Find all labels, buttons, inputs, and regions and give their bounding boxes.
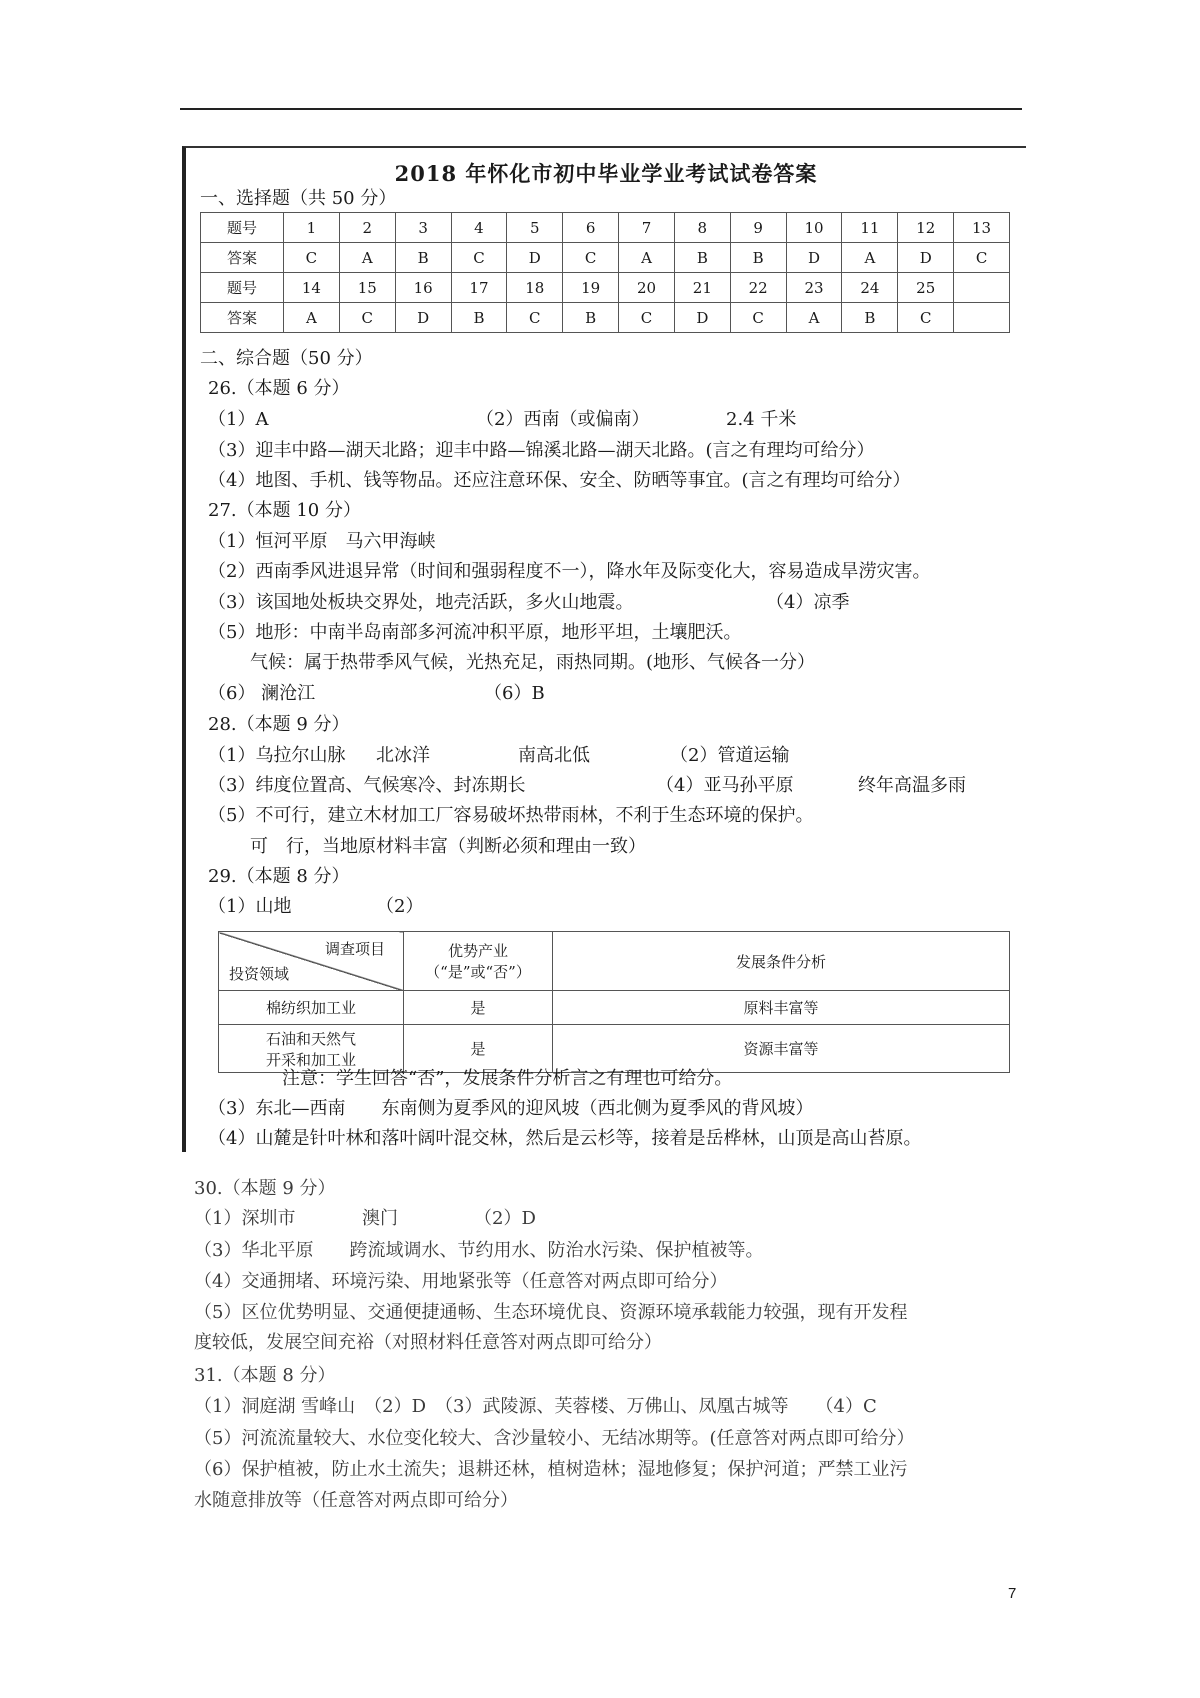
q30-answer-4: （4）交通拥堵、环境污染、用地紧张等（任意答对两点即可给分）: [194, 1271, 728, 1292]
answer-cell: D: [674, 303, 730, 333]
q29-note: 注意：学生回答“否”，发展条件分析言之有理也可给分。: [282, 1068, 733, 1089]
answer-table-row: [201, 303, 1010, 333]
answer-cell: B: [674, 243, 730, 273]
header-rule: [180, 108, 1022, 110]
row2-field: [219, 1025, 404, 1073]
q28-answer-4: （4）亚马孙平原: [656, 775, 794, 796]
q27-answer-5: （5）地形：中南半岛南部多河流冲积平原，地形平坦，土壤肥沃。: [208, 622, 742, 643]
answer-cell: C: [619, 303, 675, 333]
q31-answer-6: （6）保护植被，防止水土流失；退耕还林，植树造林；湿地修复；保护河道；严禁工业污: [194, 1459, 908, 1480]
q27-answer-3: （3）该国地处板块交界处，地壳活跃，多火山地震。: [208, 592, 634, 613]
answer-cell: D: [395, 303, 451, 333]
q27-answer-5-climate: 气候：属于热带季风气候，光热充足，雨热同期。(地形、气候各一分）: [250, 652, 816, 673]
q31-answer-6-cont: 水随意排放等（任意答对两点即可给分）: [194, 1490, 518, 1511]
answer-cell: A: [619, 243, 675, 273]
q30-answer-5-cont: 度较低，发展空间充裕（对照材料任意答对两点即可给分）: [194, 1332, 662, 1353]
answer-cell: 20: [619, 273, 675, 303]
answer-cell: [954, 303, 1010, 333]
answer-cell: 12: [898, 213, 954, 243]
answer-cell: D: [786, 243, 842, 273]
q28-answer-1-terrain: 南高北低: [518, 745, 590, 766]
q30-heading: 30.（本题 9 分）: [194, 1178, 336, 1199]
answer-cell: 7: [619, 213, 675, 243]
answer-cell: 13: [954, 213, 1010, 243]
q28-answer-4-climate: 终年高温多雨: [858, 775, 966, 796]
answer-cell: B: [842, 303, 898, 333]
answer-table-row: [201, 243, 1010, 273]
q29-heading: 29.（本题 8 分）: [208, 866, 350, 887]
q30-answer-2: （2）D: [474, 1208, 536, 1229]
q26-answer-1: （1）A: [208, 409, 269, 430]
answer-cell: 1: [284, 213, 340, 243]
answer-row-header: 答案: [201, 243, 284, 273]
q26-heading: 26.（本题 6 分）: [208, 378, 350, 399]
answer-section-box: [182, 146, 1026, 1152]
answer-cell: 22: [730, 273, 786, 303]
diag-header-bottom: 投资领域: [229, 965, 290, 983]
answer-cell: 19: [563, 273, 619, 303]
answer-cell: 18: [507, 273, 563, 303]
answer-cell: 4: [451, 213, 507, 243]
q28-answer-1-ocean: 北冰洋: [376, 745, 430, 766]
col-header-conditions: 发展条件分析: [553, 932, 1010, 991]
answer-cell: B: [451, 303, 507, 333]
investment-table: [218, 931, 1010, 1073]
answer-cell: C: [339, 303, 395, 333]
answer-cell: 14: [284, 273, 340, 303]
diagonal-header-cell: [219, 932, 404, 991]
answer-cell: C: [507, 303, 563, 333]
answer-cell: 10: [786, 213, 842, 243]
answer-cell: 2: [339, 213, 395, 243]
answer-cell: 5: [507, 213, 563, 243]
q28-heading: 28.（本题 9 分）: [208, 714, 350, 735]
q26-answer-4: （4）地图、手机、钱等物品。还应注意环保、安全、防晒等事宜。(言之有理均可给分）: [208, 470, 911, 491]
q27-answer-6: （6） 澜沧江: [208, 683, 316, 704]
q29-answer-2-label: （2）: [376, 896, 424, 917]
answer-cell: A: [284, 303, 340, 333]
q30-answer-1b: 澳门: [362, 1208, 398, 1229]
answer-cell: 9: [730, 213, 786, 243]
answer-cell: C: [284, 243, 340, 273]
answer-row-header: 题号: [201, 213, 284, 243]
q31-heading: 31.（本题 8 分）: [194, 1365, 336, 1386]
answer-cell: A: [842, 243, 898, 273]
answer-cell: [954, 273, 1010, 303]
row2-field-line2: 开采和加工业: [265, 1050, 356, 1069]
row2-advantage: 是: [404, 1025, 553, 1073]
answer-cell: 3: [395, 213, 451, 243]
answer-cell: 24: [842, 273, 898, 303]
diag-header-top: 调查项目: [324, 940, 385, 958]
page-title: 2018 年怀化市初中毕业学业考试试卷答案: [394, 161, 818, 186]
answer-cell: 6: [563, 213, 619, 243]
col-header-advantage-line1: 优势产业: [447, 942, 508, 960]
q29-answer-3: （3）东北—西南 东南侧为夏季风的迎风坡（西北侧为夏季风的背风坡）: [208, 1098, 814, 1119]
answer-cell: B: [563, 303, 619, 333]
q30-answer-5: （5）区位优势明显、交通便捷通畅、生态环境优良、资源环境承载能力较强，现有开发程: [194, 1302, 908, 1323]
q26-answer-2: （2）西南（或偏南）: [476, 409, 650, 430]
q28-answer-3: （3）纬度位置高、气候寒冷、封冻期长: [208, 775, 526, 796]
answer-cell: 17: [451, 273, 507, 303]
col-header-advantage: [404, 932, 553, 991]
col-header-advantage-line2: （“是”或“否”）: [425, 963, 531, 981]
answer-cell: 23: [786, 273, 842, 303]
q27-heading: 27.（本题 10 分）: [208, 500, 361, 521]
answer-cell: 16: [395, 273, 451, 303]
answer-cell: 15: [339, 273, 395, 303]
q29-answer-1: （1）山地: [208, 896, 292, 917]
row2-field-line1: 石油和天然气: [265, 1029, 356, 1048]
row1-field: 棉纺织加工业: [219, 991, 404, 1025]
q28-answer-5: （5）不可行，建立木材加工厂容易破坏热带雨林，不利于生态环境的保护。: [208, 805, 814, 826]
q26-answer-2-distance: 2.4 千米: [726, 409, 797, 430]
q26-answer-3: （3）迎丰中路—湖天北路；迎丰中路—锦溪北路—湖天北路。(言之有理均可给分）: [208, 440, 875, 461]
answer-cell: A: [786, 303, 842, 333]
answer-cell: D: [898, 243, 954, 273]
answer-cell: C: [451, 243, 507, 273]
q27-answer-4: （4）凉季: [766, 592, 850, 613]
q31-answer-1: （1）洞庭湖 雪峰山 （2）D （3）武陵源、芙蓉楼、万佛山、凤凰古城等 （4）C: [194, 1396, 877, 1417]
answer-cell: 21: [674, 273, 730, 303]
answer-cell: D: [507, 243, 563, 273]
answer-table-row: [201, 273, 1010, 303]
section-1-heading: 一、选择题（共 50 分）: [200, 188, 397, 209]
q30-answer-3: （3）华北平原 跨流域调水、节约用水、防治水污染、保护植被等。: [194, 1240, 764, 1261]
answer-cell: C: [898, 303, 954, 333]
answer-cell: B: [730, 243, 786, 273]
answer-row-header: 答案: [201, 303, 284, 333]
q28-answer-2: （2）管道运输: [670, 745, 790, 766]
answer-cell: 11: [842, 213, 898, 243]
q31-answer-5: （5）河流流量较大、水位变化较大、含沙量较小、无结冰期等。(任意答对两点即可给分）: [194, 1428, 915, 1449]
q27-answer-2: （2）西南季风进退异常（时间和强弱程度不一），降水年及际变化大，容易造成旱涝灾害。: [208, 561, 931, 582]
q27-answer-6b: （6）B: [484, 683, 545, 704]
answer-table: [200, 212, 1010, 333]
answer-cell: 8: [674, 213, 730, 243]
q28-answer-5-alt: 可 行，当地原材料丰富（判断必须和理由一致）: [250, 836, 646, 857]
answer-cell: C: [954, 243, 1010, 273]
q27-answer-1: （1）恒河平原 马六甲海峡: [208, 531, 436, 552]
answer-cell: A: [339, 243, 395, 273]
q28-answer-1: （1）乌拉尔山脉: [208, 745, 346, 766]
answer-cell: C: [730, 303, 786, 333]
answer-cell: C: [563, 243, 619, 273]
answer-row-header: 题号: [201, 273, 284, 303]
row1-advantage: 是: [404, 991, 553, 1025]
row1-conditions: 原料丰富等: [553, 991, 1010, 1025]
answer-cell: 25: [898, 273, 954, 303]
row2-conditions: 资源丰富等: [553, 1025, 1010, 1073]
q29-answer-4: （4）山麓是针叶林和落叶阔叶混交林，然后是云杉等，接着是岳桦林，山顶是高山苔原。: [208, 1128, 922, 1149]
answer-table-row: [201, 213, 1010, 243]
section-2-heading: 二、综合题（50 分）: [200, 348, 373, 369]
page-number: 7: [1008, 1585, 1017, 1602]
answer-cell: B: [395, 243, 451, 273]
q30-answer-1: （1）深圳市: [194, 1208, 296, 1229]
